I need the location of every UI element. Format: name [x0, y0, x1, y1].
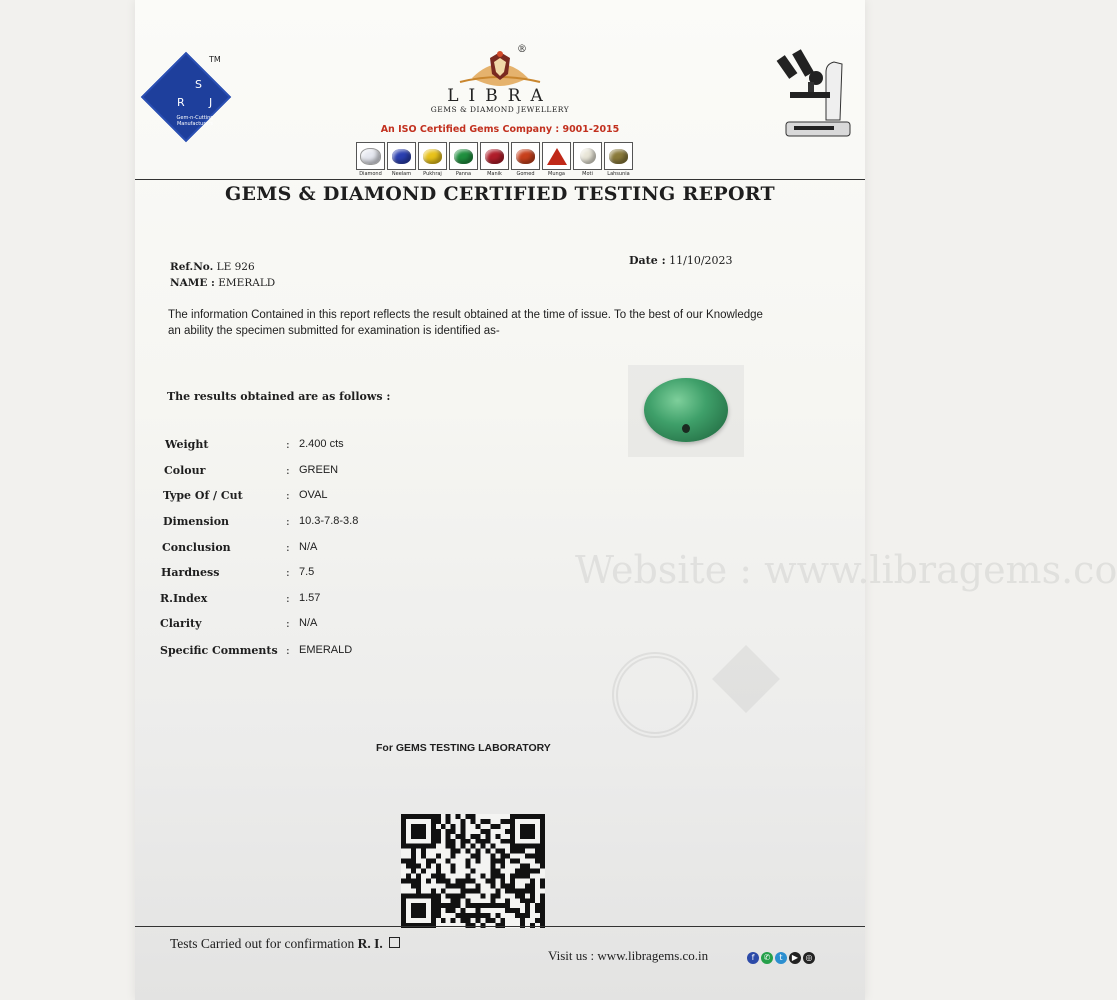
ref-value: LE 926	[216, 261, 255, 273]
spec-label: Conclusion	[162, 541, 231, 554]
social-icons	[747, 952, 815, 964]
spec-value: 2.400 cts	[299, 438, 344, 450]
spec-value: 7.5	[299, 566, 315, 578]
twitter-icon[interactable]: t	[775, 952, 787, 964]
footer-website[interactable]: Visit us : www.libragems.co.in	[548, 948, 709, 963]
youtube-icon[interactable]: ▶	[789, 952, 801, 964]
spec-value: GREEN	[299, 464, 339, 476]
spec-label: Hardness	[161, 566, 220, 579]
gem-label: Munga	[548, 171, 565, 177]
badge-letter-s: S	[195, 78, 202, 91]
spec-colon: :	[286, 592, 290, 605]
gem-pukhraj	[418, 142, 447, 177]
gem-moti	[573, 142, 602, 177]
spec-colon: :	[286, 489, 290, 502]
gem-label: Panna	[455, 171, 472, 177]
badge-letter-j: J	[209, 96, 213, 109]
spec-label: Colour	[164, 464, 206, 477]
ref-label: Ref.No.	[170, 261, 214, 273]
footer-tests-note	[170, 936, 400, 952]
emerald-photo	[644, 378, 728, 442]
spec-colon: :	[286, 644, 290, 657]
spec-value: 1.57	[299, 592, 321, 604]
spec-label: Clarity	[160, 617, 202, 630]
gem-label: Diamond	[359, 171, 382, 177]
badge-letter-r: R	[177, 96, 185, 109]
spec-colon: :	[286, 464, 290, 477]
footer-divider	[135, 926, 865, 927]
brand-tagline: GEMS & DIAMOND JEWELLERY	[430, 105, 570, 114]
facebook-icon[interactable]: f	[747, 952, 759, 964]
gem-strip	[356, 142, 633, 177]
name-row	[170, 277, 275, 289]
spec-value: EMERALD	[299, 644, 353, 656]
spec-value: OVAL	[299, 489, 328, 501]
ri-label: R. I.	[357, 936, 383, 951]
gem-label: Pukhraj	[423, 171, 442, 177]
gem-label: Neelam	[391, 171, 412, 177]
header-divider	[135, 179, 865, 180]
date-row	[629, 254, 733, 267]
gem-label: Moti	[582, 171, 593, 177]
spec-colon: :	[286, 617, 290, 630]
gem-gomed	[511, 142, 540, 177]
iso-certification: An ISO Certified Gems Company : 9001-2015	[380, 124, 620, 135]
gem-munga	[542, 142, 571, 177]
trademark-mark: TM	[209, 55, 221, 64]
gem-label: Lahsunia	[607, 171, 630, 177]
qr-code[interactable]	[400, 814, 546, 928]
badge-subtitle: Gem-n-Cutting Manufacturers	[176, 115, 214, 127]
spec-label: Type Of / Cut	[163, 489, 243, 502]
seal-watermark	[612, 652, 698, 738]
lab-signature-label: For GEMS TESTING LABORATORY	[376, 742, 551, 754]
spec-colon: :	[286, 541, 290, 554]
spec-label: R.Index	[160, 592, 208, 605]
spec-value: N/A	[299, 541, 318, 553]
gem-diamond	[356, 142, 385, 177]
tests-text: Tests Carried out for confirmation	[170, 936, 355, 951]
date-value: 11/10/2023	[669, 254, 733, 267]
report-title: GEMS & DIAMOND CERTIFIED TESTING REPORT	[224, 183, 775, 205]
ref-row	[170, 261, 255, 273]
srj-badge-letters	[175, 78, 215, 118]
gem-label: Manik	[487, 171, 502, 177]
spec-label: Weight	[165, 438, 209, 451]
gem-panna	[449, 142, 478, 177]
spec-value: 10.3-7.8-3.8	[299, 515, 359, 527]
microscope-icon	[776, 42, 856, 142]
instagram-icon[interactable]: ◎	[803, 952, 815, 964]
spec-colon: :	[286, 566, 290, 579]
whatsapp-icon[interactable]: ✆	[761, 952, 773, 964]
spec-colon: :	[286, 438, 290, 451]
results-heading: The results obtained are as follows :	[167, 390, 391, 403]
gem-manik	[480, 142, 509, 177]
spec-label: Specific Comments	[160, 644, 278, 657]
spec-colon: :	[286, 515, 290, 528]
gem-lahsunia	[604, 142, 633, 177]
name-label: NAME :	[170, 277, 215, 289]
ri-checkbox[interactable]	[389, 937, 400, 948]
spec-value: N/A	[299, 617, 318, 629]
gem-neelam	[387, 142, 416, 177]
website-watermark: Website : www.libragems.co	[575, 548, 1117, 592]
name-value: EMERALD	[218, 277, 276, 289]
brand-name: LIBRA	[447, 86, 553, 106]
intro-paragraph: The information Contained in this report reflects the result obtained at the time of issue. To the best of our Knowledge an ability the specimen submitted for examination is identified as-	[168, 309, 763, 337]
gem-label: Gomed	[516, 171, 535, 177]
inclusion-spot	[682, 424, 690, 433]
registered-mark: ®	[517, 44, 527, 55]
date-label: Date :	[629, 254, 666, 267]
spec-label: Dimension	[163, 515, 230, 528]
